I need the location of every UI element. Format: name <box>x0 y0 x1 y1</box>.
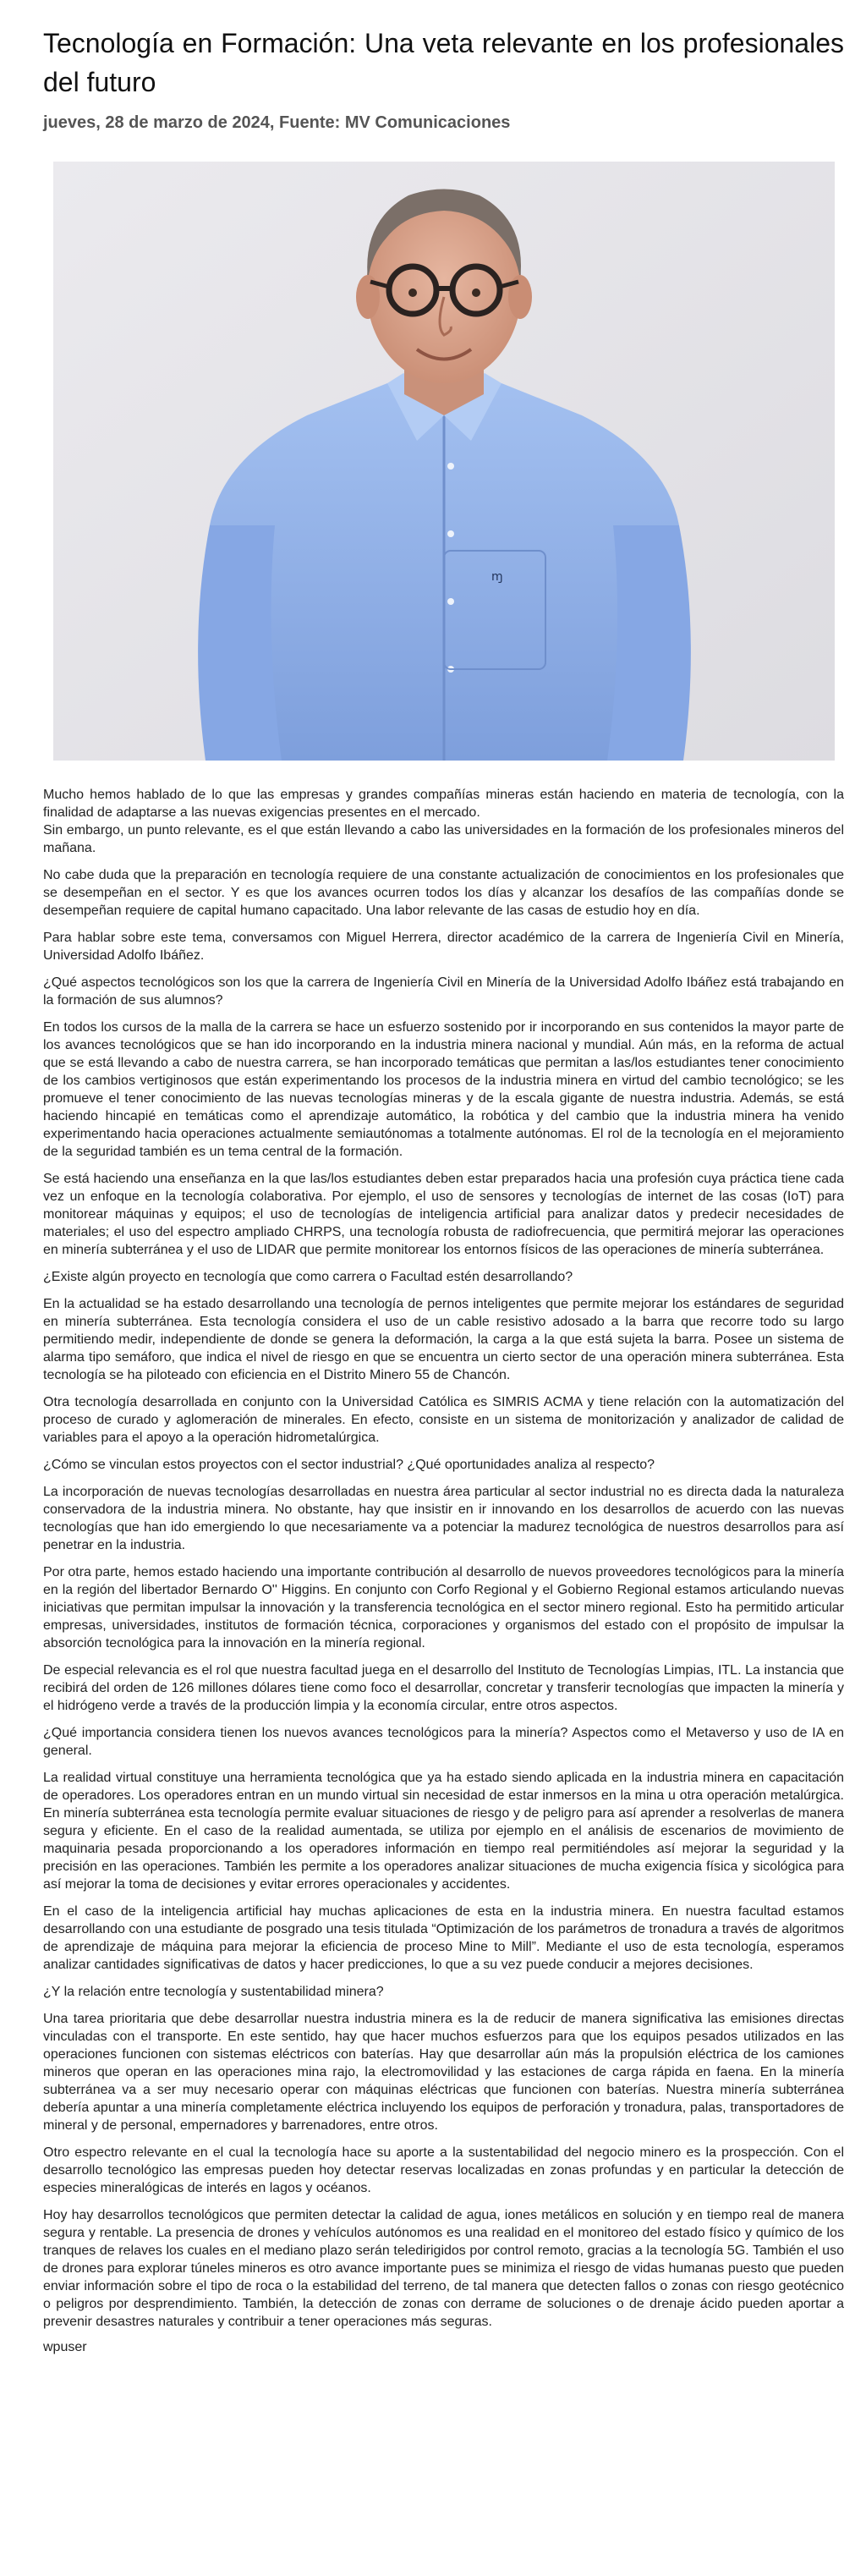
article-paragraph: La realidad virtual constituye una herramienta tecnológica que ya ha estado siendo aplicada en la industria minera en capacitación de operadores. Los operadores entran en un mundo virtual sin necesidad de estar inmersos en la mina u otra operación metalúrgica. En minería subterránea esta tecnología permite evaluar situaciones de riesgo y de peligro para así aprender a resolverlas de manera segura y eficiente. En el caso de la realidad aumentada, se utiliza por ejemplo en el análisis de escenarios de movimiento de maquinaria pesada proporcionando a los operadores información en tiempo real permitiéndoles así mejorar la seguridad y la precisión en las operaciones. También les permite a los operadores analizar situaciones de mucha exigencia física y sicológica para así mejorar la toma de decisiones y evitar errores operacionales y accidentes. <box>43 1771 844 1892</box>
article-paragraph: Para hablar sobre este tema, conversamos con Miguel Herrera, director académico de la carrera de Ingeniería Civil en Minería, Universidad Adolfo Ibáñez. <box>43 931 844 963</box>
interview-question: ¿Qué aspectos tecnológicos son los que la carrera de Ingeniería Civil en Minería de la Universidad Adolfo Ibáñez está trabajando en la formación de sus alumnos? <box>43 975 844 1008</box>
author-name: wpuser <box>43 2340 87 2354</box>
article-meta: jueves, 28 de marzo de 2024, Fuente: MV Comunicaciones <box>43 113 511 132</box>
article-paragraph: En todos los cursos de la malla de la carrera se hace un esfuerzo sostenido por ir incorporando en sus contenidos la mayor parte de los avances tecnológicos que se han ido incorporando en la industria minera nacional y mundial. Aún más, en la reforma de actual que se está llevando a cabo de nuestra carrera, se han incorporado temáticas que permitan a las/los estudiantes tener conocimiento de los cambios vertiginosos que están experimentando los procesos de la industria minera en virtud del cambio tecnológico; se les promueve el tener conocimiento de las nuevas tecnologías mineras y de la escala gigante de nuestra industria. Además, se está haciendo hincapié en temáticas como el aprendizaje automático, la robótica y del cambio que la industria minera ha venido experimentando hacia operaciones actualmente semiautónomas a totalmente autónomas. El rol de la tecnología en el mejoramiento de la seguridad también es un tema central de la formación. <box>43 1020 844 1159</box>
interview-question: ¿Cómo se vinculan estos proyectos con el sector industrial? ¿Qué oportunidades analiza al respecto? <box>43 1458 655 1472</box>
article-photo <box>53 162 835 761</box>
article-paragraph: Hoy hay desarrollos tecnológicos que permiten detectar la calidad de agua, iones metálicos en solución y en tiempo real de manera segura y rentable. La presencia de drones y vehículos autónomos es una realidad en el monitoreo del estado físico y químico de los tranques de relaves los cuales en el mediano plazo serán teledirigidos por control remoto, gracias a la tecnología 5G. También el uso de drones para explorar túneles mineros es otro avance importante pues se minimiza el riesgo de vidas humanas puesto que pueden enviar información sobre el tipo de roca o la estabilidad del terreno, de tal manera que detecten fallos o zonas con riesgo geotécnico o peligros por desprendimiento. También, la detección de zonas con derrame de soluciones o de drenaje ácido pueden aportar a prevenir desastres naturales y contribuir a tener operaciones más seguras. <box>43 2208 844 2329</box>
article-paragraph: No cabe duda que la preparación en tecnología requiere de una constante actualización de conocimientos en los profesionales que se desempeñan en el sector. Y es que los avances ocurren todos los días y alcanzar los desafíos de las compañías donde se desempeñan requiere de capital humano capacitado. Una labor relevante de las casas de estudio hoy en día. <box>43 868 844 918</box>
interview-question: ¿Existe algún proyecto en tecnología que como carrera o Facultad estén desarrollando? <box>43 1270 573 1284</box>
portrait-photo-icon <box>53 162 835 761</box>
svg-text:ɱ: ɱ <box>491 570 503 584</box>
article-body <box>43 786 844 2331</box>
article-paragraph: De especial relevancia es el rol que nuestra facultad juega en el desarrollo del Instituto de Tecnologías Limpias, ITL. La instancia que recibirá del orden de 126 millones dólares tiene como foco el desarrollar, concretar y transferir tecnologías que impacten la minería y el hidrógeno verde a través de la producción limpia y la economía circular, entre otros aspectos. <box>43 1663 844 1713</box>
article-paragraph: Por otra parte, hemos estado haciendo una importante contribución al desarrollo de nuevos proveedores tecnológicos para la minería en la región del libertador Bernardo O'' Higgins. En conjunto con Corfo Regional y el Gobierno Regional estamos articulando nuevas iniciativas que permitan impulsar la innovación y la transferencia tecnológica en el sector minero regional. Esto ha permitido articular empresas, universidades, institutos de formación técnica, corporaciones y organismos del estado con el propósito de impulsar la absorción tecnológica para la innovación en la minería regional. <box>43 1565 844 1651</box>
article-paragraph: Otro espectro relevante en el cual la tecnología hace su aporte a la sustentabilidad del negocio minero es la prospección. Con el desarrollo tecnológico las empresas pueden hoy detectar reservas localizadas en zonas profundas y en particular la detección de especies mineralógicas de interés en lagos y océanos. <box>43 2145 844 2195</box>
page-title: Tecnología en Formación: Una veta relevante en los profesionales del futuro <box>43 28 844 97</box>
article-paragraph: En el caso de la inteligencia artificial hay muchas aplicaciones de esta en la industria minera. En nuestra facultad estamos desarrollando con una estudiante de posgrado una tesis titulada “Optimización de los parámetros de tronadura a través de algoritmos de aprendizaje de máquina para mejorar la eficiencia de proceso Mine to Mill”. Mediante el uso de esta tecnología, esperamos analizar cantidades significativas de datos y hacer predicciones, lo que a su vez puede conducir a mejores decisiones. <box>43 1904 844 1972</box>
article-paragraph: Se está haciendo una enseñanza en la que las/los estudiantes deben estar preparados hacia una profesión cuya práctica tiene cada vez un enfoque en la tecnología colaborativa. Por ejemplo, el uso de sensores y tecnologías de internet de las cosas (IoT) para monitorear máquinas y equipos; el uso de tecnologías de inteligencia artificial para analizar datos y predecir necesidades de materiales; el uso del espectro ampliado CHRPS, una tecnología robusta de radiofrecuencia, que permitirá mejorar las operaciones en minería subterránea y el uso de LIDAR que permite monitorear los entornos físicos de las operaciones de minería subterránea. <box>43 1172 844 1257</box>
article-paragraph: Otra tecnología desarrollada en conjunto con la Universidad Católica es SIMRIS ACMA y tiene relación con la automatización del proceso de curado y aglomeración de minerales. En efecto, consiste en un sistema de monitorización y analizador de calidad de variables para el apoyo a la operación hidrometalúrgica. <box>43 1395 844 1445</box>
interview-question: ¿Y la relación entre tecnología y sustentabilidad minera? <box>43 1985 384 1999</box>
article-paragraph: Mucho hemos hablado de lo que las empresas y grandes compañías mineras están haciendo en materia de tecnología, con la finalidad de adaptarse a las nuevas exigencias presentes en el mercado. Sin embargo, un punto relevante, es el que están llevando a cabo las universidades en la formación de los profesionales mineros del mañana. <box>43 788 844 855</box>
interview-question: ¿Qué importancia considera tienen los nuevos avances tecnológicos para la minería? Aspectos como el Metaverso y uso de IA en general. <box>43 1726 844 1758</box>
article-paragraph: En la actualidad se ha estado desarrollando una tecnología de pernos inteligentes que permite mejorar los estándares de seguridad en minería subterránea. Esta tecnología considera el uso de un cable resistivo adosado a la barra que recorre todo su largo permitiendo medir, independiente de donde se genera la deformación, la carga a la que está sujeta la barra. Posee un sistema de alarma tipo semáforo, que indica el nivel de riesgo en que se encuentra un cierto sector de una operación minera subterránea. Esta tecnología se ha piloteado con eficiencia en el Distrito Minero 55 de Chancón. <box>43 1297 844 1382</box>
article-paragraph: Una tarea prioritaria que debe desarrollar nuestra industria minera es la de reducir de manera significativa las emisiones directas vinculadas con el transporte. En este sentido, hay que hacer muchos esfuerzos para que los equipos pesados utilizados en las operaciones funcionen con sistemas eléctricos con baterías. Hay que desarrollar aún más la propulsión eléctrica de los camiones mineros que operan en las operaciones mina rajo, la electromovilidad y las estaciones de carga rápida en faena. En la minería subterránea va a ser muy necesario operar con máquinas eléctricas que funcionen con baterías. Nuestra minería subterránea debería apuntar a una minería completamente eléctrica incluyendo los equipos de perforación y tronadura, palas, transportadores de mineral y de personal, empernadores y barrenadores, entre otros. <box>43 2012 844 2133</box>
article-paragraph: La incorporación de nuevas tecnologías desarrolladas en nuestra área particular al sector industrial no es directa dada la naturaleza conservadora de la industria minera. No obstante, hay que insistir en ir innovando en los desarrollos de acuerdo con las nuevas tecnologías que han ido emergiendo lo que necesariamente va a potenciar la madurez tecnológica de nuestros desarrollos para así penetrar en la industria. <box>43 1485 844 1552</box>
